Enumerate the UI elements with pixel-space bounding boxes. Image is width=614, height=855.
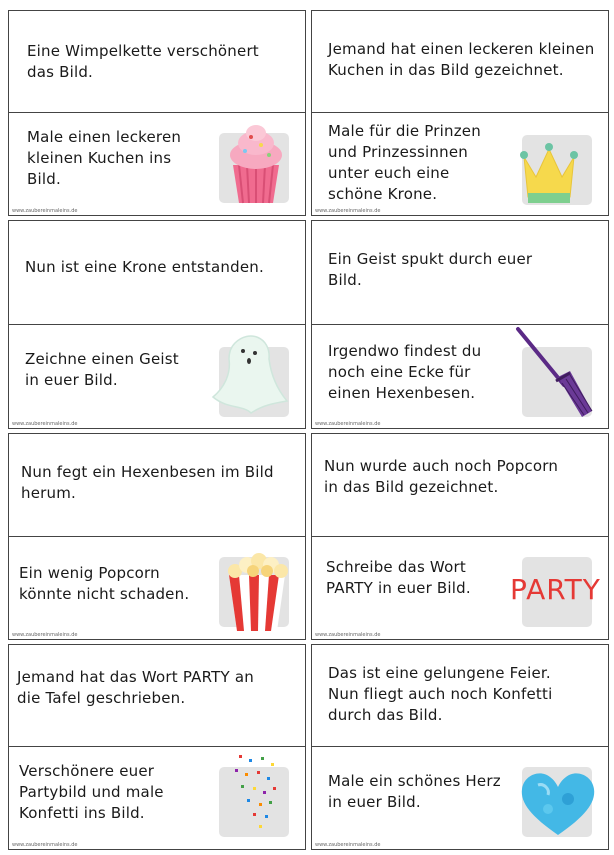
crown-icon [518, 127, 580, 209]
card-top-text: Nun ist eine Krone entstanden. [25, 258, 264, 276]
task-card-3 [8, 220, 306, 429]
confetti-icon [227, 751, 287, 831]
watermark: www.zaubereinmaleins.de [315, 842, 381, 848]
card-top-text: Jemand hat das Wort PARTY an die Tafel geschrieben. [17, 668, 254, 707]
card-top-half [9, 11, 305, 113]
card-top-text: Nun fegt ein Hexenbesen im Bild herum. [21, 463, 274, 502]
card-bottom-text: Male einen leckeren kleinen Kuchen ins Bild. [27, 128, 182, 188]
heart-icon [518, 769, 598, 839]
watermark: www.zaubereinmaleins.de [12, 842, 78, 848]
card-top-text: Das ist eine gelungene Feier. Nun fliegt auch noch Konfetti durch das Bild. [328, 664, 553, 724]
card-top-half [312, 221, 608, 325]
card-top-half [312, 11, 608, 113]
card-top-half [312, 645, 608, 747]
card-bottom-text: Male ein schönes Herz in euer Bild. [328, 772, 501, 811]
card-bottom-text: Ein wenig Popcorn könnte nicht schaden. [19, 563, 190, 603]
card-bottom-half [9, 113, 305, 215]
task-card-8 [311, 644, 609, 850]
broom-icon [512, 325, 598, 421]
card-bottom-text: Schreibe das Wort PARTY in euer Bild. [326, 557, 471, 597]
task-card-5 [8, 433, 306, 640]
ghost-icon [205, 329, 291, 417]
card-bottom-text: Irgendwo findest du noch eine Ecke für einen Hexenbesen. [328, 341, 482, 402]
card-bottom-half [312, 747, 608, 849]
card-top-half [9, 221, 305, 325]
task-card-4 [311, 220, 609, 429]
task-card-2 [311, 10, 609, 216]
watermark: www.zaubereinmaleins.de [12, 208, 78, 214]
card-top-half [9, 645, 305, 747]
card-top-half [9, 434, 305, 537]
card-bottom-half [312, 537, 608, 640]
card-bottom-text: Verschönere euer Partybild und male Konfetti ins Bild. [19, 762, 164, 822]
watermark: www.zaubereinmaleins.de [315, 208, 381, 214]
card-bottom-half [9, 747, 305, 849]
card-top-half [312, 434, 608, 537]
card-bottom-half [312, 113, 608, 215]
card-bottom-half [312, 325, 608, 429]
card-bottom-text: Zeichne einen Geist in euer Bild. [25, 349, 179, 389]
task-card-7 [8, 644, 306, 850]
card-bottom-half [9, 325, 305, 429]
cupcake-icon [221, 121, 291, 205]
task-card-1 [8, 10, 306, 216]
watermark: www.zaubereinmaleins.de [12, 421, 78, 427]
popcorn-icon [223, 549, 291, 633]
card-top-text: Eine Wimpelkette verschönert das Bild. [27, 42, 259, 81]
card-bottom-text: Male für die Prinzen und Prinzessinnen unter euch eine schöne Krone. [328, 122, 481, 203]
card-top-text: Nun wurde auch noch Popcorn in das Bild gezeichnet. [324, 457, 559, 496]
watermark: www.zaubereinmaleins.de [12, 632, 78, 638]
party-word: PARTY [510, 572, 601, 606]
watermark: www.zaubereinmaleins.de [315, 421, 381, 427]
card-top-text: Ein Geist spukt durch euer Bild. [328, 250, 533, 289]
watermark: www.zaubereinmaleins.de [315, 632, 381, 638]
card-bottom-half [9, 537, 305, 640]
card-top-text: Jemand hat einen leckeren kleinen Kuchen in das Bild gezeichnet. [328, 40, 595, 79]
task-card-6 [311, 433, 609, 640]
